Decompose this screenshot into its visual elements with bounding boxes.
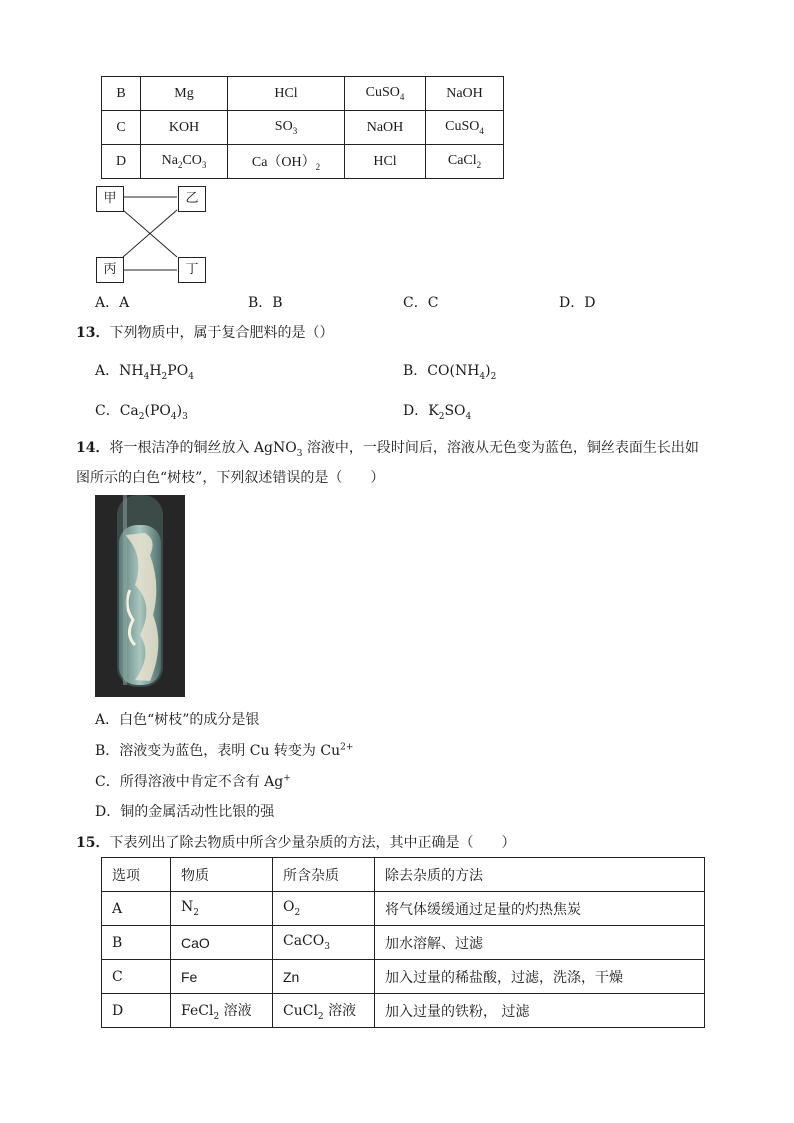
table-row	[102, 892, 705, 926]
header-method: 除去杂质的方法	[375, 858, 705, 892]
q12-option-c: C．C	[403, 295, 439, 311]
table-row	[102, 960, 705, 994]
q14-stem-line2: 图所示的白色“树枝”，下列叙述错误的是（ ）	[76, 470, 385, 486]
ding-cell: CuSO$_4$	[426, 111, 504, 145]
q14-option-d: D．铜的金属活动性比银的强	[95, 804, 275, 820]
method-cell: 加水溶解、过滤	[375, 926, 705, 960]
table-row	[102, 926, 705, 960]
table-row	[102, 111, 504, 145]
q15-impurity-table	[101, 857, 705, 1028]
impurity-cell: CuCl$_2$ 溶液	[273, 994, 375, 1028]
jia-cell: KOH	[141, 111, 228, 145]
ding-cell: CaCl$_2$	[426, 145, 504, 179]
q12-reagent-table	[101, 76, 504, 179]
impurity-cell: CaCO$_3$	[273, 926, 375, 960]
q13-number: 13．	[76, 325, 110, 341]
option-cell: C	[102, 960, 171, 994]
header-impurity: 所含杂质	[273, 858, 375, 892]
q13-stem	[76, 322, 333, 342]
q13-option-c: C．$Ca_2(PO_4)_3$	[95, 403, 188, 422]
yi-cell: HCl	[228, 77, 345, 111]
option-cell: B	[102, 926, 171, 960]
ding-cell: NaOH	[426, 77, 504, 111]
q14-number: 14．	[76, 440, 110, 456]
option-cell: D	[102, 994, 171, 1028]
q13-option-a: A．$NH_4H_2PO_4$	[95, 363, 194, 382]
substance-cell: Fe	[171, 960, 273, 994]
substance-cell: CaO	[171, 926, 273, 960]
header-substance: 物质	[171, 858, 273, 892]
bing-cell: HCl	[345, 145, 426, 179]
diagram-box-bing: 丙	[96, 257, 124, 283]
q15-number: 15．	[76, 835, 110, 851]
table-row	[102, 145, 504, 179]
test-tube-photo	[95, 495, 185, 697]
q13-option-b: B．$CO(NH_4)_2$	[403, 363, 497, 382]
bing-cell: NaOH	[345, 111, 426, 145]
bing-cell: CuSO$_4$	[345, 77, 426, 111]
yi-cell: $SO_3$	[228, 111, 345, 145]
q12-option-d: D．D	[559, 295, 596, 311]
table-header-row	[102, 858, 705, 892]
jia-cell: Mg	[141, 77, 228, 111]
option-cell: A	[102, 892, 171, 926]
impurity-cell: Zn	[273, 960, 375, 994]
yi-cell: $Ca(OH)_2$	[228, 145, 345, 179]
q14-option-c: C．所得溶液中肯定不含有 Ag+	[95, 773, 291, 790]
diagram-box-yi: 乙	[178, 186, 206, 212]
impurity-cell: $O_2$	[273, 892, 375, 926]
substance-cell: FeCl$_2$ 溶液	[171, 994, 273, 1028]
diagram-box-ding: 丁	[178, 257, 206, 283]
test-tube-drawing	[95, 495, 185, 697]
q13-option-d: D．$K_2SO_4$	[403, 403, 472, 422]
substance-cell: $N_2$	[171, 892, 273, 926]
q14-option-a: A．白色“树枝”的成分是银	[95, 712, 260, 728]
header-option: 选项	[102, 858, 171, 892]
table-row	[102, 994, 705, 1028]
jia-cell: $Na_2CO_3$	[141, 145, 228, 179]
method-cell: 加入过量的稀盐酸，过滤，洗涤，干燥	[375, 960, 705, 994]
q15-stem: 15．下表列出了除去物质中所含少量杂质的方法，其中正确是（ ）	[76, 835, 516, 851]
method-cell: 将气体缓缓通过足量的灼热焦炭	[375, 892, 705, 926]
diagram-box-jia: 甲	[96, 186, 124, 212]
option-cell: D	[102, 145, 141, 179]
q14-stem-line1: 14．将一根洁净的铜丝放入 AgNO$_3$ 溶液中，一段时间后，溶液从无色变为蓝色，铜丝表面生长出如	[76, 440, 699, 459]
q14-option-b: B．溶液变为蓝色，表明 Cu 转变为 $Cu^{2+}$	[95, 742, 354, 759]
q12-option-a: A．A	[95, 295, 130, 311]
method-cell: 加入过量的铁粉， 过滤	[375, 994, 705, 1028]
option-cell: C	[102, 111, 141, 145]
table-row	[102, 77, 504, 111]
option-cell: B	[102, 77, 141, 111]
q12-option-b: B．B	[248, 295, 283, 311]
q13-text: 下列物质中，属于复合肥料的是（）	[109, 325, 334, 341]
